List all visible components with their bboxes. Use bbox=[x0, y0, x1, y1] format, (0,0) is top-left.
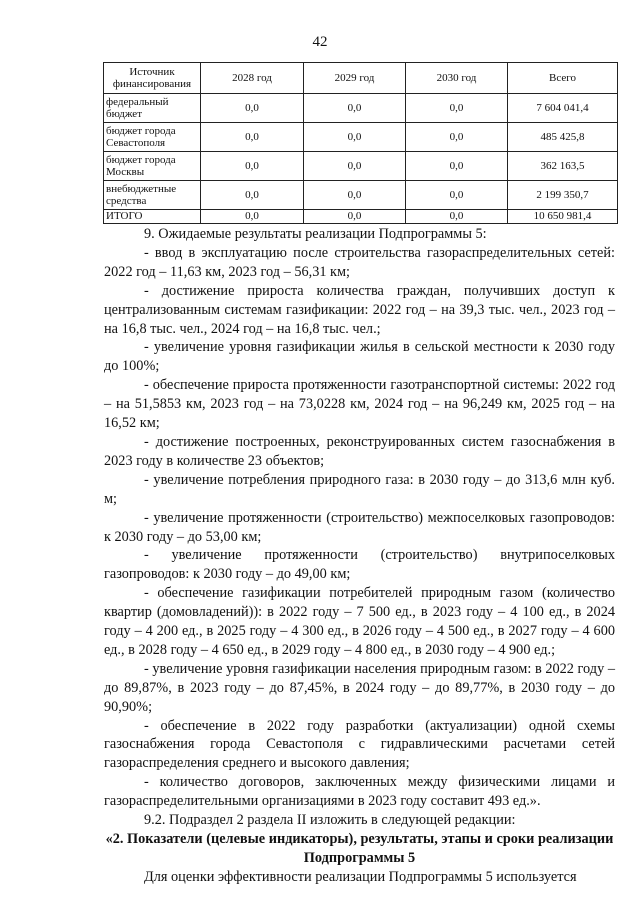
row-total: 10 650 981,4 bbox=[508, 210, 618, 224]
header-2029: 2029 год bbox=[304, 63, 406, 94]
row-cell: 0,0 bbox=[304, 181, 406, 210]
list-item: - увеличение уровня газификации жилья в сельской местности к 2030 году до 100%; bbox=[104, 339, 615, 375]
list-item: - количество договоров, заключенных между физическими лицами и газораспределительными организациями в 2023 году составит 493 ед.». bbox=[104, 774, 615, 810]
row-cell: 0,0 bbox=[406, 210, 508, 224]
table-row bbox=[104, 181, 618, 210]
section-title: 9. Ожидаемые результаты реализации Подпрограммы 5: bbox=[144, 226, 487, 242]
row-source: бюджет города Москвы bbox=[104, 152, 201, 181]
row-cell: 0,0 bbox=[201, 210, 304, 224]
section-heading: «2. Показатели (целевые индикаторы), результаты, этапы и сроки реализации Подпрограммы 5 bbox=[105, 831, 614, 866]
body-text bbox=[104, 225, 615, 887]
list-item: - увеличение уровня газификации населения природным газом: в 2022 году – до 89,87%, в 2023 году – до 87,45%, в 2024 году – до 89,77%, в 2030 году – до 90,90%; bbox=[104, 660, 615, 715]
list-item: - обеспечение прироста протяженности газотранспортной системы: 2022 год – на 51,5853 км, 2023 год – на 73,0228 км, 2024 год – на 96,249 км, 2025 год – на 16,52 км; bbox=[104, 377, 615, 432]
table-header-row bbox=[104, 63, 618, 94]
header-total: Всего bbox=[508, 63, 618, 94]
row-cell: 0,0 bbox=[201, 181, 304, 210]
list-item: - ввод в эксплуатацию после строительства газораспределительных сетей: 2022 год – 11,63 км, 2023 год – 56,31 км; bbox=[104, 244, 615, 280]
table-row bbox=[104, 123, 618, 152]
list-item: - увеличение протяженности (строительство) межпоселковых газопроводов: к 2030 году – до 53,00 км; bbox=[104, 509, 615, 545]
list-item: - достижение прироста количества граждан, получивших доступ к централизованным системам газификации: 2022 год – на 39,3 тыс. чел., 2023 год – на 16,8 тыс. чел., 2024 год – на 16,8 тыс. чел.; bbox=[104, 282, 615, 337]
paragraph: Для оценки эффективности реализации Подпрограммы 5 используется bbox=[144, 868, 577, 885]
row-cell: 0,0 bbox=[304, 94, 406, 123]
list-item: - увеличение протяженности (строительство) внутрипоселковых газопроводов: к 2030 году – до 49,00 км; bbox=[104, 547, 615, 583]
row-cell: 0,0 bbox=[406, 123, 508, 152]
list-item: - увеличение потребления природного газа: в 2030 году – до 313,6 млн куб. м; bbox=[104, 471, 615, 507]
row-source: внебюджетные средства bbox=[104, 181, 201, 210]
row-cell: 0,0 bbox=[406, 94, 508, 123]
row-cell: 0,0 bbox=[304, 152, 406, 181]
list-item: - обеспечение газификации потребителей природным газом (количество квартир (домовладений)): в 2022 году – 7 500 ед., в 2023 году – 4 100 ед., в 2024 году – 4 200 ед., в 2025 году – 4 300 ед., в 2026 году – 4 500 ед., в 2027 году – 4 600 ед., в 2028 году – 4 650 ед., в 2029 году – 4 800 ед., в 2030 году – 4 900 ед.; bbox=[104, 585, 615, 658]
row-source: бюджет города Севастополя bbox=[104, 123, 201, 152]
row-source: ИТОГО bbox=[104, 210, 201, 224]
row-total: 362 163,5 bbox=[508, 152, 618, 181]
row-cell: 0,0 bbox=[201, 94, 304, 123]
row-cell: 0,0 bbox=[304, 123, 406, 152]
row-total: 7 604 041,4 bbox=[508, 94, 618, 123]
row-cell: 0,0 bbox=[406, 181, 508, 210]
table-row bbox=[104, 152, 618, 181]
list-item: - обеспечение в 2022 году разработки (актуализации) одной схемы газоснабжения города Севастополя с гидравлическими расчетами сетей газораспределения среднего и высокого давления; bbox=[104, 717, 615, 772]
row-cell: 0,0 bbox=[201, 152, 304, 181]
financing-table bbox=[103, 62, 618, 224]
header-source: Источник финансирования bbox=[104, 63, 201, 94]
row-source: федеральный бюджет bbox=[104, 94, 201, 123]
row-total: 2 199 350,7 bbox=[508, 181, 618, 210]
table-row bbox=[104, 94, 618, 123]
row-cell: 0,0 bbox=[406, 152, 508, 181]
instruction-paragraph: 9.2. Подраздел 2 раздела II изложить в следующей редакции: bbox=[144, 812, 516, 829]
list-item: - достижение построенных, реконструированных систем газоснабжения в 2023 году в количестве 23 объектов; bbox=[104, 433, 615, 469]
row-cell: 0,0 bbox=[304, 210, 406, 224]
table-total-row bbox=[104, 210, 618, 224]
row-total: 485 425,8 bbox=[508, 123, 618, 152]
header-2030: 2030 год bbox=[406, 63, 508, 94]
row-cell: 0,0 bbox=[201, 123, 304, 152]
page-number: 42 bbox=[312, 34, 328, 50]
header-2028: 2028 год bbox=[201, 63, 304, 94]
